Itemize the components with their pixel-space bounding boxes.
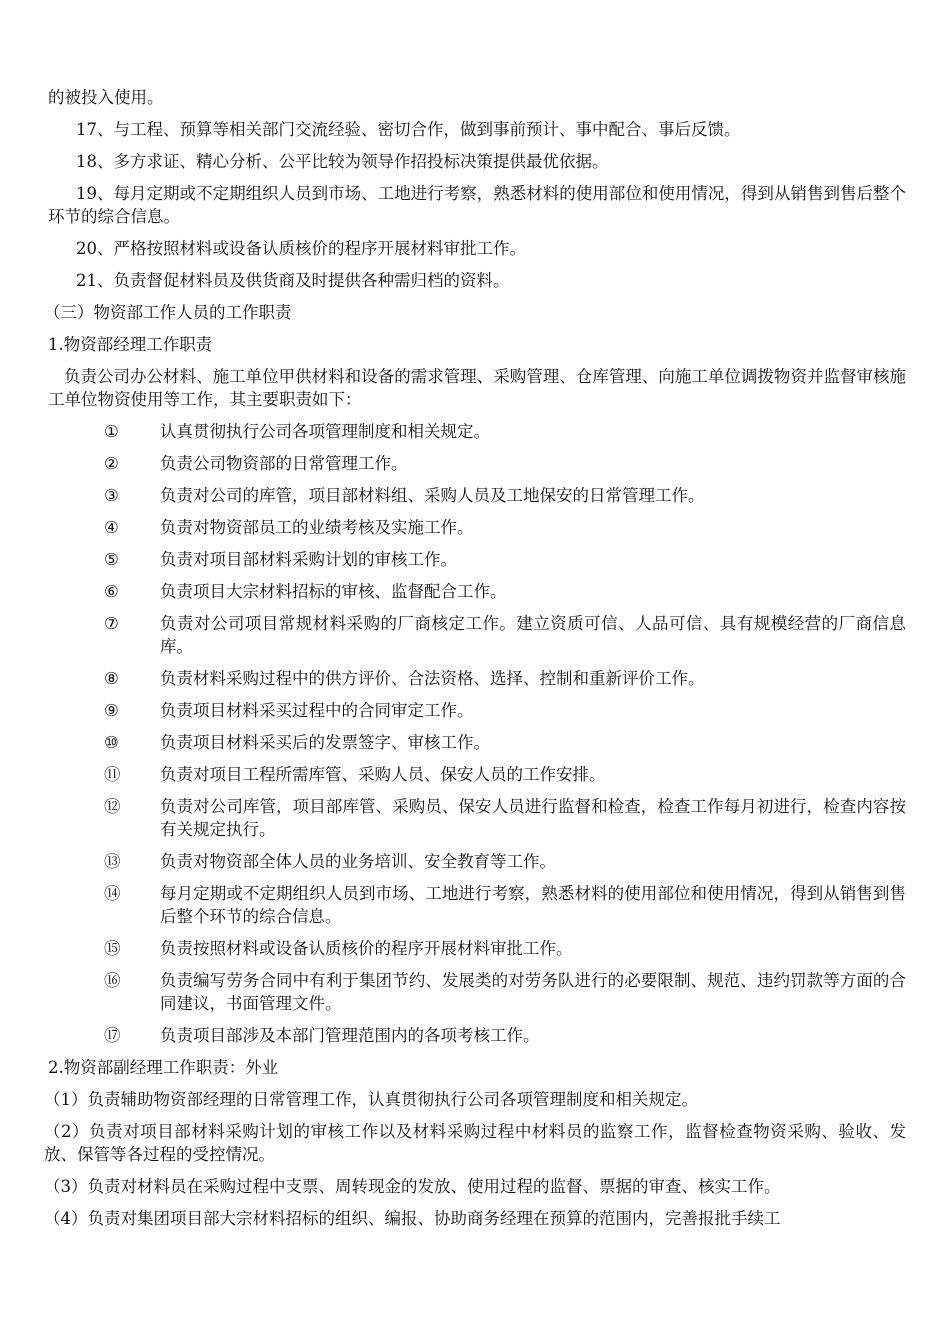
paragraph-continuation: 的被投入使用。 [48, 88, 164, 107]
paragraph-item-20: 20、严格按照材料或设备认质核价的程序开展材料审批工作。 [76, 239, 526, 258]
subsection-2-item-2: （2）负责对项目部材料采购计划的审核工作以及材料采购过程中材料员的监察工作，监督检查物资采购、验收、发放、保管等各过程的受控情况。 [44, 1122, 906, 1164]
list-item-text: 负责项目大宗材料招标的审核、监督配合工作。 [160, 582, 507, 601]
list-item-text: 负责项目部涉及本部门管理范围内的各项考核工作。 [160, 1026, 540, 1045]
section-3-heading: （三）物资部工作人员的工作职责 [44, 303, 292, 322]
list-marker: ⑮ [104, 939, 121, 958]
list-item [48, 484, 906, 507]
list-item [48, 580, 906, 603]
list-marker: ⑦ [104, 614, 119, 633]
subsection-2-item-4: （4）负责对集团项目部大宗材料招标的组织、编报、协助商务经理在预算的范围内，完善报批手续工 [44, 1209, 781, 1228]
list-marker: ⑭ [104, 884, 121, 903]
list-item-text: 负责对项目部材料采购计划的审核工作。 [160, 550, 457, 569]
list-marker: ⑬ [104, 852, 121, 871]
list-marker: ⑥ [104, 582, 119, 601]
list-marker: ⑪ [104, 765, 121, 784]
list-marker: ⑤ [104, 550, 119, 569]
list-marker: ⑰ [104, 1026, 121, 1045]
list-item-text: 负责对物资部全体人员的业务培训、安全教育等工作。 [160, 852, 556, 871]
list-item [48, 699, 906, 722]
list-item [48, 516, 906, 539]
list-marker: ① [104, 422, 119, 441]
list-item [48, 882, 906, 928]
list-marker: ③ [104, 486, 119, 505]
paragraph-item-17: 17、与工程、预算等相关部门交流经验、密切合作，做到事前预计、事中配合、事后反馈。 [76, 120, 741, 139]
list-marker: ⑯ [104, 971, 121, 990]
list-item [48, 667, 906, 690]
subsection-1-intro: 负责公司办公材料、施工单位甲供材料和设备的需求管理、采购管理、仓库管理、向施工单位调拨物资并监督审核施工单位物资使用等工作，其主要职责如下： [48, 367, 906, 409]
list-item [48, 731, 906, 754]
list-item [48, 937, 906, 960]
list-item-text: 负责对公司的库管，项目部材料组、采购人员及工地保安的日常管理工作。 [160, 486, 705, 505]
list-item [48, 795, 906, 841]
list-item [48, 763, 906, 786]
subsection-1-heading: 1.物资部经理工作职责 [48, 335, 213, 354]
paragraph-item-21: 21、负责督促材料员及供货商及时提供各种需归档的资料。 [76, 271, 510, 290]
list-item [48, 969, 906, 1015]
list-marker: ⑨ [104, 701, 119, 720]
subsection-2-heading: 2.物资部副经理工作职责：外业 [48, 1058, 279, 1077]
subsection-2-item-3: （3）负责对材料员在采购过程中支票、周转现金的发放、使用过程的监督、票据的审查、核实工作。 [44, 1177, 781, 1196]
duties-list [48, 420, 906, 1047]
paragraph-item-18: 18、多方求证、精心分析、公平比较为领导作招投标决策提供最优依据。 [76, 152, 609, 171]
list-item-text: 负责项目材料采买过程中的合同审定工作。 [160, 701, 474, 720]
list-item [48, 850, 906, 873]
list-marker: ⑧ [104, 669, 119, 688]
document-page [44, 86, 906, 1239]
list-item-text: 认真贯彻执行公司各项管理制度和相关规定。 [160, 422, 490, 441]
list-item-text: 负责编写劳务合同中有利于集团节约、发展类的对劳务队进行的必要限制、规范、违约罚款等方面的合同建议，书面管理文件。 [160, 971, 906, 1013]
list-item [48, 1024, 906, 1047]
list-item [48, 612, 906, 658]
list-marker: ② [104, 454, 119, 473]
list-item-text: 负责对项目工程所需库管、采购人员、保安人员的工作安排。 [160, 765, 606, 784]
list-item [48, 420, 906, 443]
list-marker: ⑩ [104, 733, 119, 752]
list-item [48, 548, 906, 571]
list-item-text: 负责按照材料或设备认质核价的程序开展材料审批工作。 [160, 939, 573, 958]
list-item-text: 负责材料采购过程中的供方评价、合法资格、选择、控制和重新评价工作。 [160, 669, 705, 688]
paragraph-item-19: 19、每月定期或不定期组织人员到市场、工地进行考察，熟悉材料的使用部位和使用情况，得到从销售到售后整个环节的综合信息。 [48, 184, 906, 226]
list-item-text: 负责对物资部员工的业绩考核及实施工作。 [160, 518, 474, 537]
list-item-text: 负责对公司项目常规材料采购的厂商核定工作。建立资质可信、人品可信、具有规模经营的厂商信息库。 [160, 614, 906, 656]
subsection-2-item-1: （1）负责辅助物资部经理的日常管理工作，认真贯彻执行公司各项管理制度和相关规定。 [44, 1090, 698, 1109]
list-marker: ⑫ [104, 797, 121, 816]
list-marker: ④ [104, 518, 119, 537]
list-item-text: 每月定期或不定期组织人员到市场、工地进行考察，熟悉材料的使用部位和使用情况，得到从销售到售后整个环节的综合信息。 [160, 884, 906, 926]
list-item-text: 负责项目材料采买后的发票签字、审核工作。 [160, 733, 490, 752]
list-item [48, 452, 906, 475]
list-item-text: 负责公司物资部的日常管理工作。 [160, 454, 408, 473]
list-item-text: 负责对公司库管，项目部库管、采购员、保安人员进行监督和检查，检查工作每月初进行，检查内容按有关规定执行。 [160, 797, 906, 839]
